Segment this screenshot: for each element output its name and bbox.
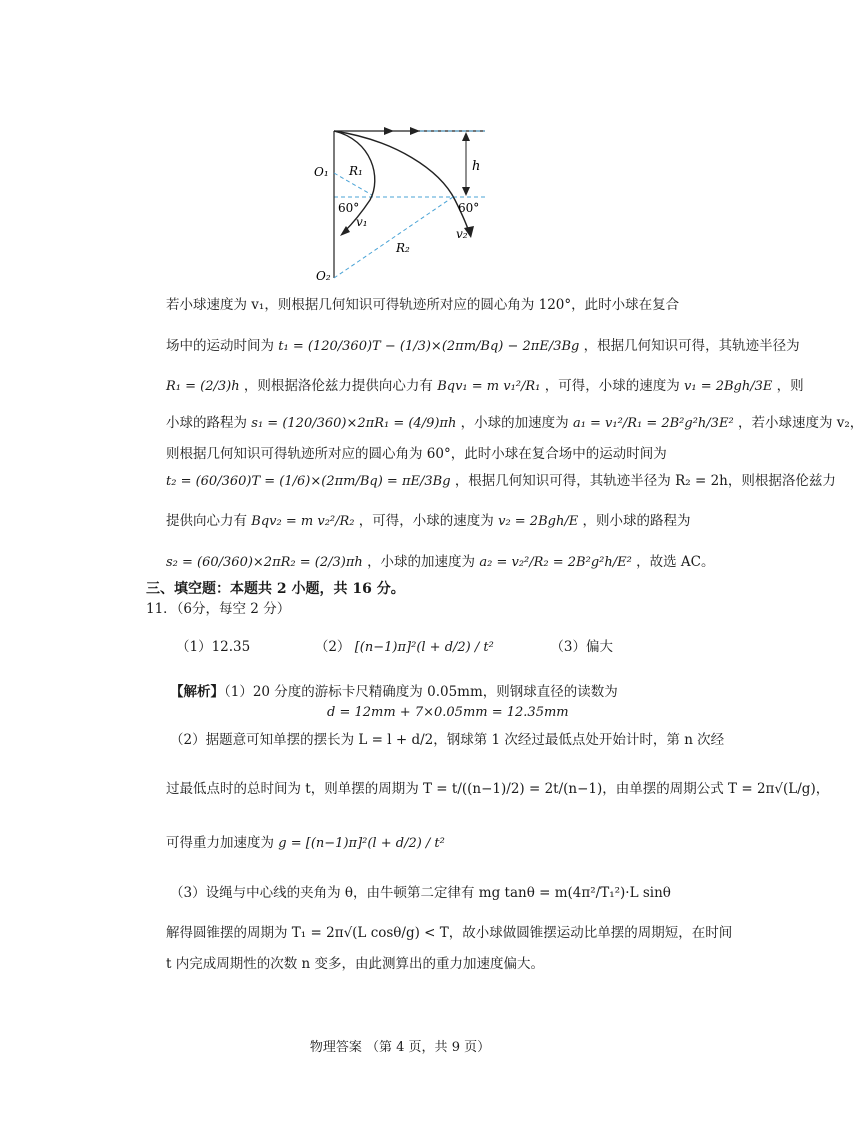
trajectory-diagram: [0, 0, 800, 300]
answer-2: [(n−1)π]²(l + d/2) / t²: [354, 640, 494, 655]
h-arrow-down: [462, 187, 470, 196]
answer-1: （1）12.35: [176, 639, 251, 655]
analysis-p3-c: t 内完成周期性的次数 n 变多，由此测算出的重力加速度偏大。: [166, 956, 544, 972]
p1-line-4: 小球的路程为 s₁ = (120/360)×2πR₁ = (4/9)πh ，小球的加速度为 a₁ = v₁²/R₁ = 2B²g²h/3E² ，若小球速度为 v₂，: [166, 415, 863, 431]
h-label: h: [472, 159, 481, 174]
analysis-p2-a: （2）据题意可知单摆的摆长为 L = l + d/2，钢球第 1 次经过最低点处开始计时，第 n 次经: [170, 732, 725, 748]
p1-line-8: s₂ = (60/360)×2πR₂ = (2/3)πh ，小球的加速度为 a₂ = v₂²/R₂ = 2B²g²h/E² ，故选 AC。: [166, 554, 715, 570]
r2-label: R₂: [396, 241, 410, 255]
p1-line-6: t₂ = (60/360)T = (1/6)×(2πm/Bq) = πE/3Bg ，根据几何知识可得，其轨迹半径为 R₂ = 2h，则根据洛伦兹力: [166, 473, 836, 489]
trajectory-2: [334, 131, 470, 235]
answer-3: （3）偏大: [550, 639, 614, 655]
trajectory-1: [334, 131, 375, 232]
analysis-p2-c: 可得重力加速度为 g = [(n−1)π]²(l + d/2) / t²: [166, 835, 445, 851]
arrow-head-top-1: [384, 127, 394, 135]
angle-60-label-1: 60°: [338, 201, 360, 215]
answer-2-label: （2）: [314, 639, 351, 655]
q11-answers: [176, 638, 613, 657]
arrow-head-top-2: [410, 127, 420, 135]
v2-label: v₂: [456, 227, 468, 241]
q11-header: 11．（6分，每空 2 分）: [146, 601, 291, 617]
v1-label: v₁: [356, 215, 368, 229]
h-arrow-up: [462, 132, 470, 141]
p1-line-7: 提供向心力有 Bqv₂ = m v₂²/R₂ ，可得，小球的速度为 v₂ = 2Bgh/E ，则小球的路程为: [166, 513, 691, 529]
page-footer: 物理答案 （第 4 页，共 9 页）: [309, 1040, 491, 1055]
analysis-p2-b: 过最低点时的总时间为 t，则单摆的周期为 T = t/((n−1)/2) = 2t/(n−1)，由单摆的周期公式 T = 2π√(L/g)，: [166, 781, 830, 797]
r1-label: R₁: [349, 164, 363, 178]
analysis-p1: 【解析】（1）20 分度的游标卡尺精确度为 0.05mm，则钢球直径的读数为: [170, 684, 618, 700]
p1-line-1: 若小球速度为 v₁，则根据几何知识可得轨迹所对应的圆心角为 120°，此时小球在复合: [166, 297, 680, 313]
o2-label: O₂: [316, 269, 331, 283]
section-3-heading: 三、填空题：本题共 2 小题，共 16 分。: [146, 581, 405, 597]
o1-label: O₁: [314, 165, 329, 179]
p1-line-3: R₁ = (2/3)h ，则根据洛伦兹力提供向心力有 Bqv₁ = m v₁²/R₁ ，可得，小球的速度为 v₁ = 2Bgh/3E ，则: [166, 378, 804, 394]
analysis-p3-b: 解得圆锥摆的周期为 T₁ = 2π√(L cosθ/g) < T，故小球做圆锥摆运动比单摆的周期短，在时间: [166, 925, 733, 941]
angle-60-label-2: 60°: [458, 201, 480, 215]
analysis-tag: 【解析】: [170, 684, 224, 700]
analysis-p1-eq: d = 12mm + 7×0.05mm = 12.35mm: [327, 705, 569, 720]
analysis-p3-a: （3）设绳与中心线的夹角为 θ，由牛顿第二定律有 mg tanθ = m(4π²/T₁²)·L sinθ: [170, 885, 671, 901]
p1-line-2: 场中的运动时间为 t₁ = (120/360)T − (1/3)×(2πm/Bq) − 2πE/3Bg ，根据几何知识可得，其轨迹半径为: [166, 338, 800, 354]
p1-line-5: 则根据几何知识可得轨迹所对应的圆心角为 60°，此时小球在复合场中的运动时间为: [166, 446, 667, 462]
